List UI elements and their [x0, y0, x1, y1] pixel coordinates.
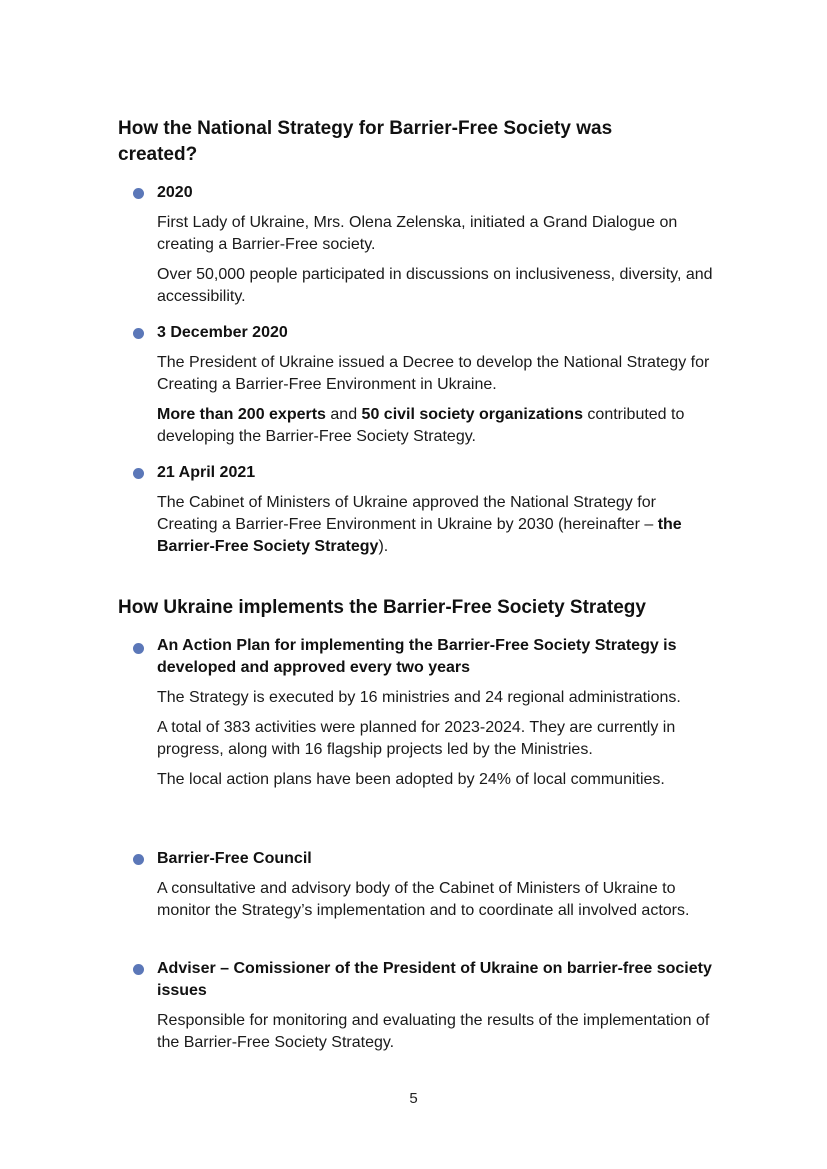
strategy-name: the Barrier-Free Society Strategy	[157, 516, 682, 555]
item-paragraph: The Strategy is executed by 16 ministries and 24 regional administrations.	[157, 689, 681, 706]
item-heading: Barrier-Free Council	[157, 850, 312, 867]
item-paragraph	[157, 404, 713, 448]
item-heading: 21 April 2021	[157, 464, 256, 481]
item-paragraph: Over 50,000 people participated in discussions on inclusiveness, diversity, and accessibility.	[157, 266, 713, 305]
section-heading-implementation: How Ukraine implements the Barrier-Free Society Strategy	[118, 597, 646, 618]
item-paragraph: Responsible for monitoring and evaluating the results of the implementation of the Barrier-Free Society Strategy.	[157, 1012, 710, 1051]
bullet-icon	[133, 188, 144, 199]
timeline-item-apr-2021	[133, 462, 713, 566]
bullet-icon	[133, 468, 144, 479]
bullet-icon	[133, 854, 144, 865]
section-heading-creation: How the National Strategy for Barrier-Free Society was created?	[118, 118, 613, 165]
item-paragraph	[157, 492, 713, 558]
bullet-icon	[133, 643, 144, 654]
experts-count: More than 200 experts	[157, 406, 326, 423]
item-paragraph: First Lady of Ukraine, Mrs. Olena Zelenska, initiated a Grand Dialogue on creating a Barrier-Free society.	[157, 214, 678, 253]
item-heading: 3 December 2020	[157, 324, 288, 341]
text-fragment: contributed to developing the Barrier-Free Society Strategy.	[157, 406, 685, 445]
item-paragraph: A consultative and advisory body of the Cabinet of Ministers of Ukraine to monitor the Strategy’s implementation and to coordinate all involved actors.	[157, 880, 690, 919]
text-fragment: The Cabinet of Ministers of Ukraine approved the National Strategy for Creating a Barrier-Free Environment in Ukraine by 2030 (hereinafter –	[157, 494, 658, 533]
text-fragment: ).	[378, 538, 389, 555]
implementation-item-council	[133, 848, 713, 930]
item-heading: An Action Plan for implementing the Barrier-Free Society Strategy is developed and approved every two years	[157, 637, 677, 676]
text-fragment: and	[325, 406, 362, 423]
item-paragraph: A total of 383 activities were planned for 2023-2024. They are currently in progress, along with 16 flagship projects led by the Ministries.	[157, 719, 676, 758]
timeline-item-dec-2020	[133, 322, 713, 456]
page-number: 5	[409, 1090, 418, 1107]
item-paragraph: The President of Ukraine issued a Decree to develop the National Strategy for Creating a Barrier-Free Environment in Ukraine.	[157, 354, 710, 393]
timeline-item-2020	[133, 182, 713, 316]
organizations-count: 50 civil society organizations	[361, 406, 583, 423]
implementation-item-action-plan	[133, 635, 713, 799]
bullet-icon	[133, 328, 144, 339]
implementation-item-adviser	[133, 958, 713, 1062]
item-heading: 2020	[157, 184, 193, 201]
bullet-icon	[133, 964, 144, 975]
item-paragraph: The local action plans have been adopted by 24% of local communities.	[157, 771, 665, 788]
item-heading: Adviser – Comissioner of the President of Ukraine on barrier-free society issues	[157, 960, 712, 999]
